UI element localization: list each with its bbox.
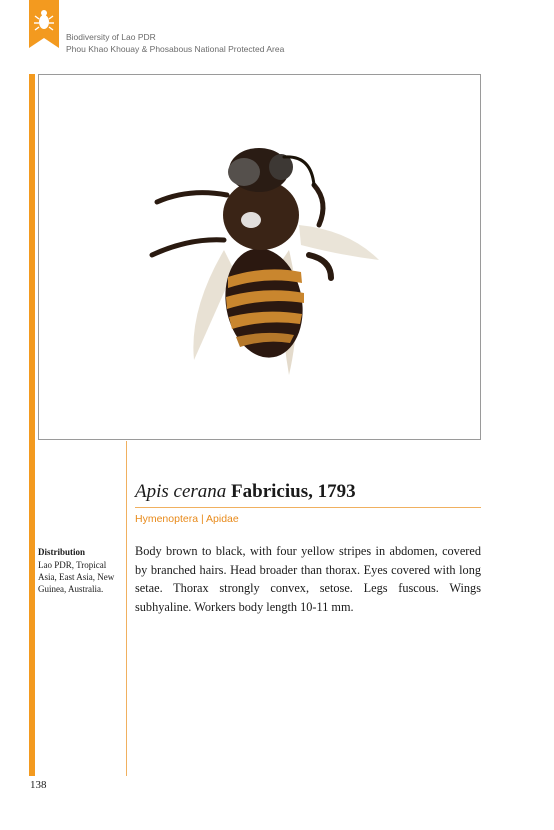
species-name: Apis cerana [135,481,227,502]
page-number: 138 [30,779,47,791]
column-divider [126,441,127,776]
accent-bar [29,74,35,776]
running-header [66,31,284,55]
title-rule [135,507,481,508]
taxonomy-line: Hymenoptera | Apidae [135,513,239,525]
distribution-heading: Distribution [38,547,86,557]
species-title [135,481,356,503]
bee-illustration [39,75,480,439]
book-subtitle: Phou Khao Khouay & Phosabous National Protected Area [66,44,285,54]
species-description: Body brown to black, with four yellow stripes in abdomen, covered by branched hairs. Head broader than thorax. Eyes covered with long setae. Thorax strongly convex, setose. Legs fuscous. Wings subhyaline. Workers body length 10-11 mm. [135,544,481,614]
book-title: Biodiversity of Lao PDR [66,32,156,42]
specimen-photo [38,74,481,440]
distribution-text: Lao PDR, Tropical Asia, East Asia, New Guinea, Australia. [38,560,115,594]
species-authority: Fabricius, 1793 [231,481,356,502]
bug-icon [29,0,59,48]
logo-badge [29,0,59,48]
